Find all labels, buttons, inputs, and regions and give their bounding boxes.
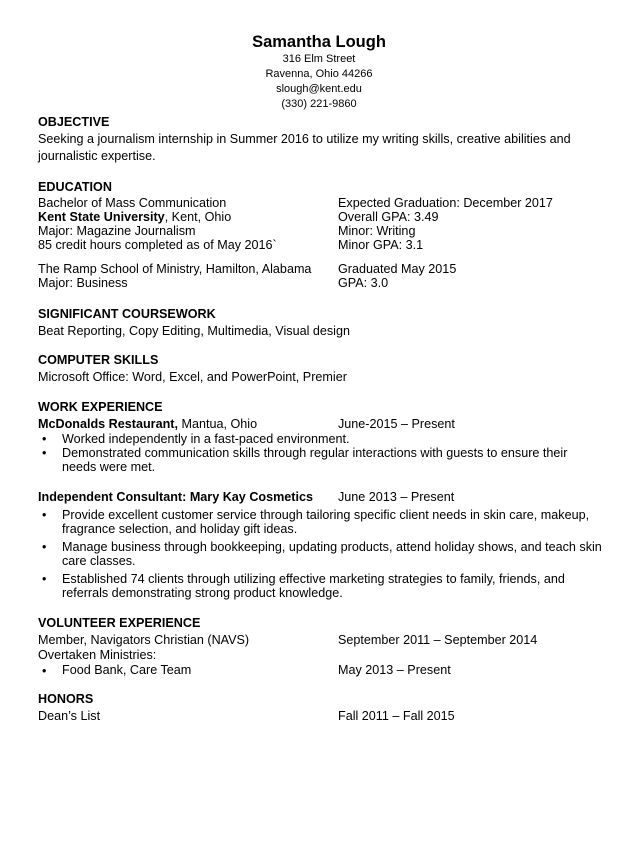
coursework-list: Beat Reporting, Copy Editing, Multimedia, Visual design: [38, 324, 350, 338]
volunteer-item-dates: May 2013 – Present: [338, 663, 451, 677]
objective-heading: OBJECTIVE: [38, 115, 110, 129]
job-header: [38, 489, 603, 505]
employer-name: Independent Consultant: Mary Kay Cosmetics: [38, 490, 314, 504]
objective-line-1: Seeking a journalism internship in Summer 2016 to utilize my writing skills, creative abilities and: [38, 132, 571, 146]
second-major: Major: Business: [38, 276, 128, 290]
second-gpa: GPA: 3.0: [338, 276, 389, 290]
volunteer-org: Overtaken Ministries:: [38, 648, 157, 662]
education-row: [38, 196, 603, 210]
resume-header: [0, 32, 638, 112]
expected-graduation: Expected Graduation: December 2017: [338, 196, 553, 210]
second-school: The Ramp School of Ministry, Hamilton, Alabama: [38, 262, 312, 276]
computer-skills-list: Microsoft Office: Word, Excel, and PowerPoint, Premier: [38, 370, 347, 384]
minor-gpa: Minor GPA: 3.1: [338, 238, 424, 252]
list-item: • Manage business through bookkeeping, updating products, attend holiday shows, and teach skin care classes.: [42, 540, 602, 568]
volunteer-row: [38, 632, 603, 648]
work-experience-heading: WORK EXPERIENCE: [38, 400, 163, 414]
education-row: [38, 262, 603, 276]
honors-heading: HONORS: [38, 692, 94, 706]
list-item: • Established 74 clients through utilizing effective marketing strategies to family, friends, and referrals demonstrating strong product knowledge.: [42, 572, 565, 600]
overall-gpa: Overall GPA: 3.49: [338, 210, 439, 224]
volunteer-role-dates: September 2011 – September 2014: [338, 633, 538, 647]
honors-row: [38, 708, 603, 724]
honor-dates: Fall 2011 – Fall 2015: [338, 709, 455, 723]
candidate-name: Samantha Lough: [252, 33, 386, 51]
volunteer-item: Food Bank, Care Team: [62, 663, 192, 677]
objective-line-2: journalistic expertise.: [38, 149, 156, 163]
volunteer-row: [38, 662, 603, 678]
education-row: [38, 224, 603, 238]
street-address: 316 Elm Street: [282, 53, 356, 65]
computer-skills-heading: COMPUTER SKILLS: [38, 353, 159, 367]
second-school-graduation: Graduated May 2015: [338, 262, 457, 276]
city-state-zip: Ravenna, Ohio 44266: [265, 68, 373, 80]
university-name: Kent State University: [38, 210, 165, 224]
education-heading: EDUCATION: [38, 180, 112, 194]
education-row: [38, 210, 603, 224]
job-duties-list: [38, 508, 603, 600]
bullet-icon: •: [42, 664, 47, 678]
list-item: • Worked independently in a fast-paced environment.: [42, 432, 350, 446]
education-row: [38, 276, 603, 290]
honor-item: Dean’s List: [38, 709, 101, 723]
bullet-icon: •: [42, 432, 47, 446]
major: Major: Magazine Journalism: [38, 224, 196, 238]
education-row: [38, 238, 603, 252]
bullet-icon: •: [42, 508, 47, 522]
job-header: [38, 416, 603, 432]
job-dates: June 2013 – Present: [338, 490, 455, 504]
volunteer-section: [38, 615, 603, 678]
coursework-section: [38, 306, 603, 340]
objective-section: [38, 114, 603, 165]
degree: Bachelor of Mass Communication: [38, 196, 227, 210]
list-item: • Demonstrated communication skills through regular interactions with guests to ensure their needs were met.: [42, 446, 568, 474]
education-section: [38, 179, 603, 290]
credit-hours: 85 credit hours completed as of May 2016`: [38, 238, 277, 252]
volunteer-role: Member, Navigators Christian (NAVS): [38, 633, 250, 647]
computer-skills-section: [38, 352, 603, 386]
bullet-icon: •: [42, 572, 47, 586]
minor: Minor: Writing: [338, 224, 416, 238]
coursework-heading: SIGNIFICANT COURSEWORK: [38, 307, 216, 321]
employer-name: McDonalds Restaurant,: [38, 417, 178, 431]
email-address: slough@kent.edu: [276, 83, 362, 95]
bullet-icon: •: [42, 540, 47, 554]
work-experience-section: [38, 399, 603, 600]
university-location: , Kent, Ohio: [164, 210, 232, 224]
phone-number: (330) 221-9860: [281, 98, 357, 110]
employer-location: Mantua, Ohio: [177, 417, 258, 431]
honors-section: [38, 691, 603, 724]
bullet-icon: •: [42, 446, 47, 460]
list-item: • Provide excellent customer service through tailoring specific client needs in skin care, makeup, fragrance selection, and holiday gift ideas.: [42, 508, 590, 536]
job-duties-list: [38, 432, 603, 474]
job-dates: June-2015 – Present: [338, 417, 455, 431]
volunteer-heading: VOLUNTEER EXPERIENCE: [38, 616, 201, 630]
